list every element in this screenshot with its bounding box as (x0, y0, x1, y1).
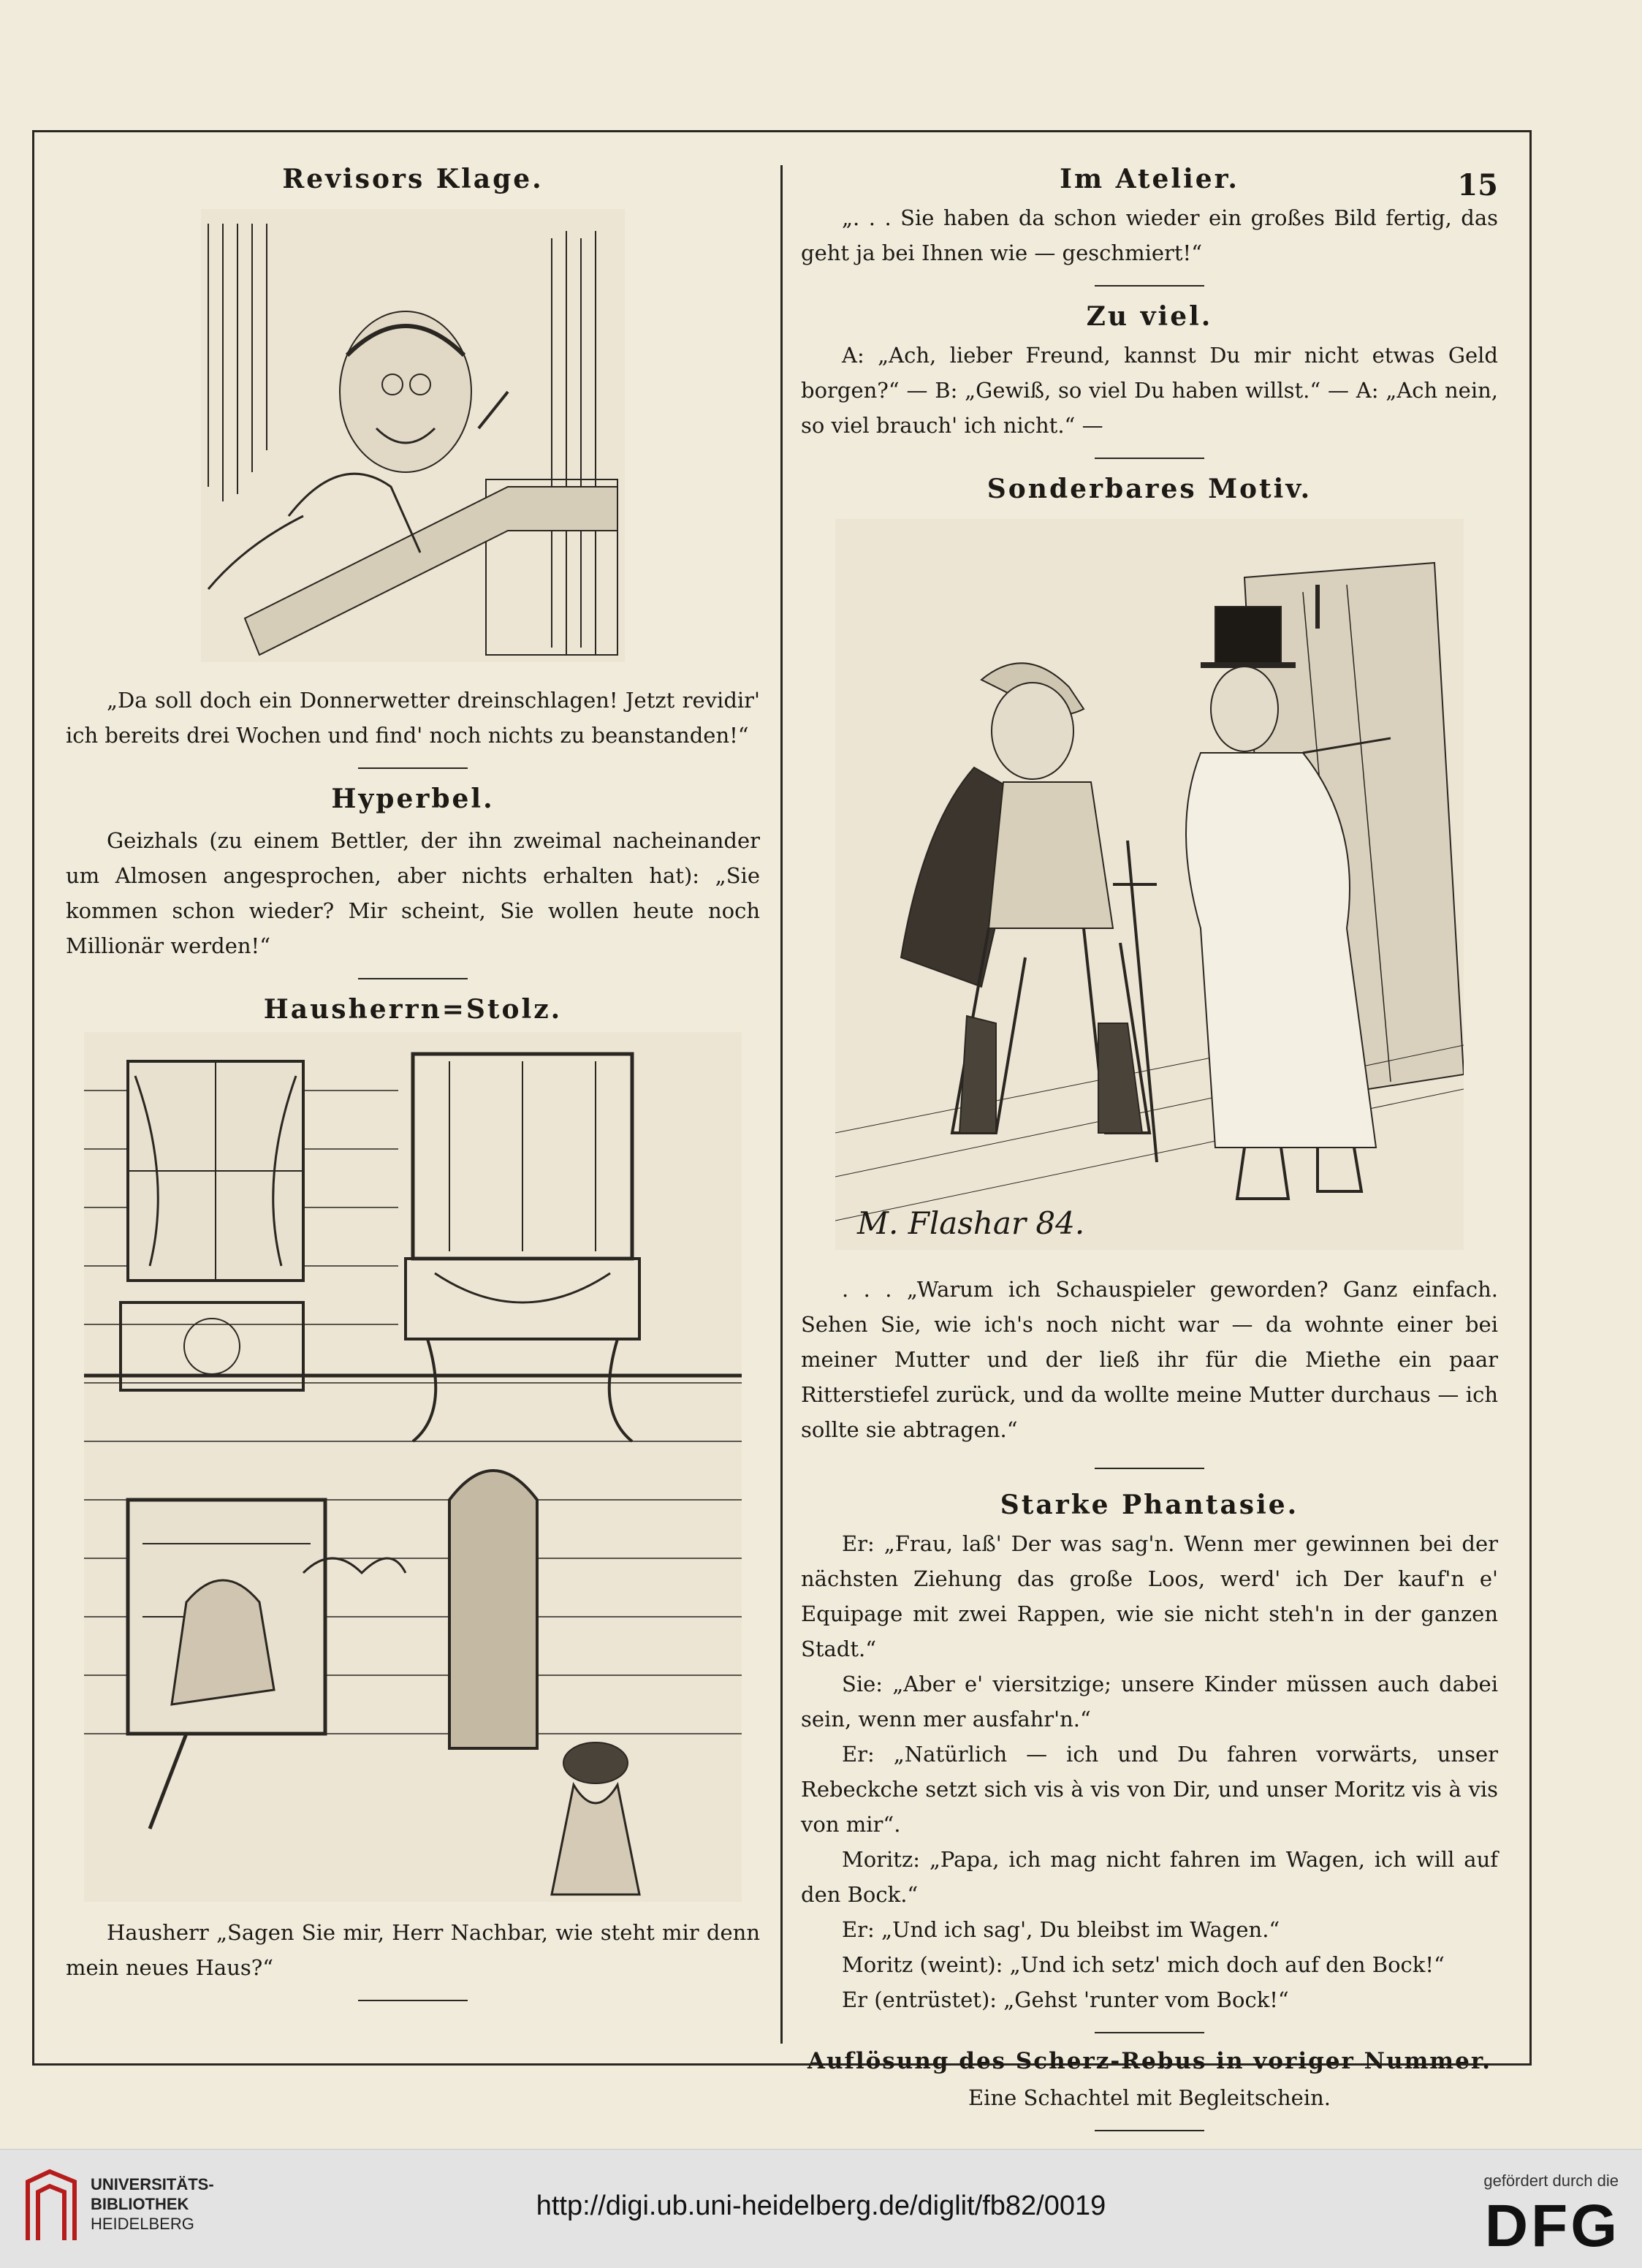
dfg-logo: DFG (1484, 2193, 1620, 2259)
dialogue-line: Moritz: „Papa, ich mag nicht fahren im Wagen, ich will auf den Bock.“ (801, 1847, 1498, 1907)
heading-im-atelier: Im Atelier. (1060, 164, 1239, 194)
section-rule (358, 767, 468, 769)
artist-signature: M. Flashar 84. (857, 1205, 1085, 1241)
ub-line-3: HEIDELBERG (91, 2215, 194, 2233)
dialogue-line: Er: „Und ich sag', Du bleibst im Wagen.“ (842, 1917, 1280, 1942)
page-number: 15 (1457, 168, 1498, 202)
section-rule (1095, 2032, 1204, 2033)
section-rule (358, 2000, 468, 2001)
dialogue-line: Er: „Frau, laß' Der was sag'n. Wenn mer gewinnen bei der nächsten Ziehung das große Loos, werd' ich Der kauf'n e' Equipage mit zwei Rappen, wie sie nicht steh'n in der ganzen Stadt.“ (801, 1531, 1498, 1661)
dialogue-starke-phantasie (801, 1526, 1498, 2017)
section-rule (1095, 2130, 1204, 2131)
heading-hyperbel: Hyperbel. (331, 784, 495, 814)
column-divider (780, 165, 783, 2044)
text-im-atelier: „. . . Sie haben da schon wieder ein großes Bild fertig, das geht ja bei Ihnen wie — geschmiert!“ (801, 205, 1498, 265)
dialogue-line: Sie: „Aber e' viersitzige; unsere Kinder müssen auch dabei sein, wenn mer ausfahr'n.“ (801, 1672, 1498, 1732)
right-column (801, 153, 1498, 2146)
ub-line-1: UNIVERSITÄTS- (91, 2175, 214, 2193)
heading-revisors-klage: Revisors Klage. (282, 164, 544, 194)
illustration-actor (835, 519, 1464, 1250)
section-rule (358, 978, 468, 979)
digitization-footer (0, 2149, 1642, 2268)
section-rule (1095, 458, 1204, 459)
text-revisors-klage: „Da soll doch ein Donnerwetter dreinschlagen! Jetzt revidir' ich bereits drei Wochen und find' noch nichts zu beanstanden!“ (66, 688, 760, 748)
dialogue-line: Moritz (weint): „Und ich setz' mich doch auf den Bock!“ (842, 1952, 1445, 1977)
source-url-link[interactable]: http://digi.ub.uni-heidelberg.de/diglit/fb82/0019 (536, 2191, 1106, 2221)
dfg-sponsor-label: gefördert durch die (1483, 2172, 1619, 2190)
text-hyperbel: Geizhals (zu einem Bettler, der ihn zweimal nacheinander um Almosen angesprochen, aber nichts erhalten hat): „Sie kommen schon wieder? Mir scheint, Sie wollen heute noch Millionär werden!“ (66, 828, 760, 958)
heading-sonderbares-motiv: Sonderbares Motiv. (987, 474, 1312, 504)
heading-hausherrn-stolz: Hausherrn=Stolz. (263, 994, 563, 1025)
text-sonderbares-motiv: . . . „Warum ich Schauspieler geworden? Ganz einfach. Sehen Sie, wie ich's noch nicht war — da wohnte einer bei meiner Mutter und der ließ ihr für die Miethe ein paar Ritterstiefel zurück, und da wollte meine Mutter durchaus — ich sollte sie abtragen.“ (801, 1277, 1498, 1442)
text-aufloesung: Eine Schachtel mit Begleitschein. (968, 2085, 1331, 2110)
section-rule (1095, 1468, 1204, 1469)
ub-line-2: BIBLIOTHEK (91, 2195, 189, 2213)
dialogue-line: Er (entrüstet): „Gehst 'runter vom Bock!“ (842, 1987, 1289, 2012)
heading-starke-phantasie: Starke Phantasie. (1000, 1490, 1299, 1520)
section-rule (1095, 285, 1204, 287)
text-zu-viel: A: „Ach, lieber Freund, kannst Du mir nicht etwas Geld borgen?“ — B: „Gewiß, so viel Du haben willst.“ — A: „Ach nein, so viel brauch' ich nicht.“ — (801, 343, 1498, 438)
text-hausherrn-stolz: Hausherr „Sagen Sie mir, Herr Nachbar, wie steht mir denn mein neues Haus?“ (66, 1920, 760, 1980)
dialogue-line: Er: „Natürlich — ich und Du fahren vorwärts, unser Rebeckche setzt sich vis à vis von Dir, und unser Moritz vis à vis von mir“. (801, 1742, 1498, 1837)
illustration-revisor (201, 209, 625, 662)
left-column (66, 153, 760, 2016)
heading-zu-viel: Zu viel. (1086, 301, 1213, 332)
heading-aufloesung: Auflösung des Scherz-Rebus in voriger Nummer. (807, 2048, 1492, 2074)
illustration-house (84, 1032, 742, 1902)
